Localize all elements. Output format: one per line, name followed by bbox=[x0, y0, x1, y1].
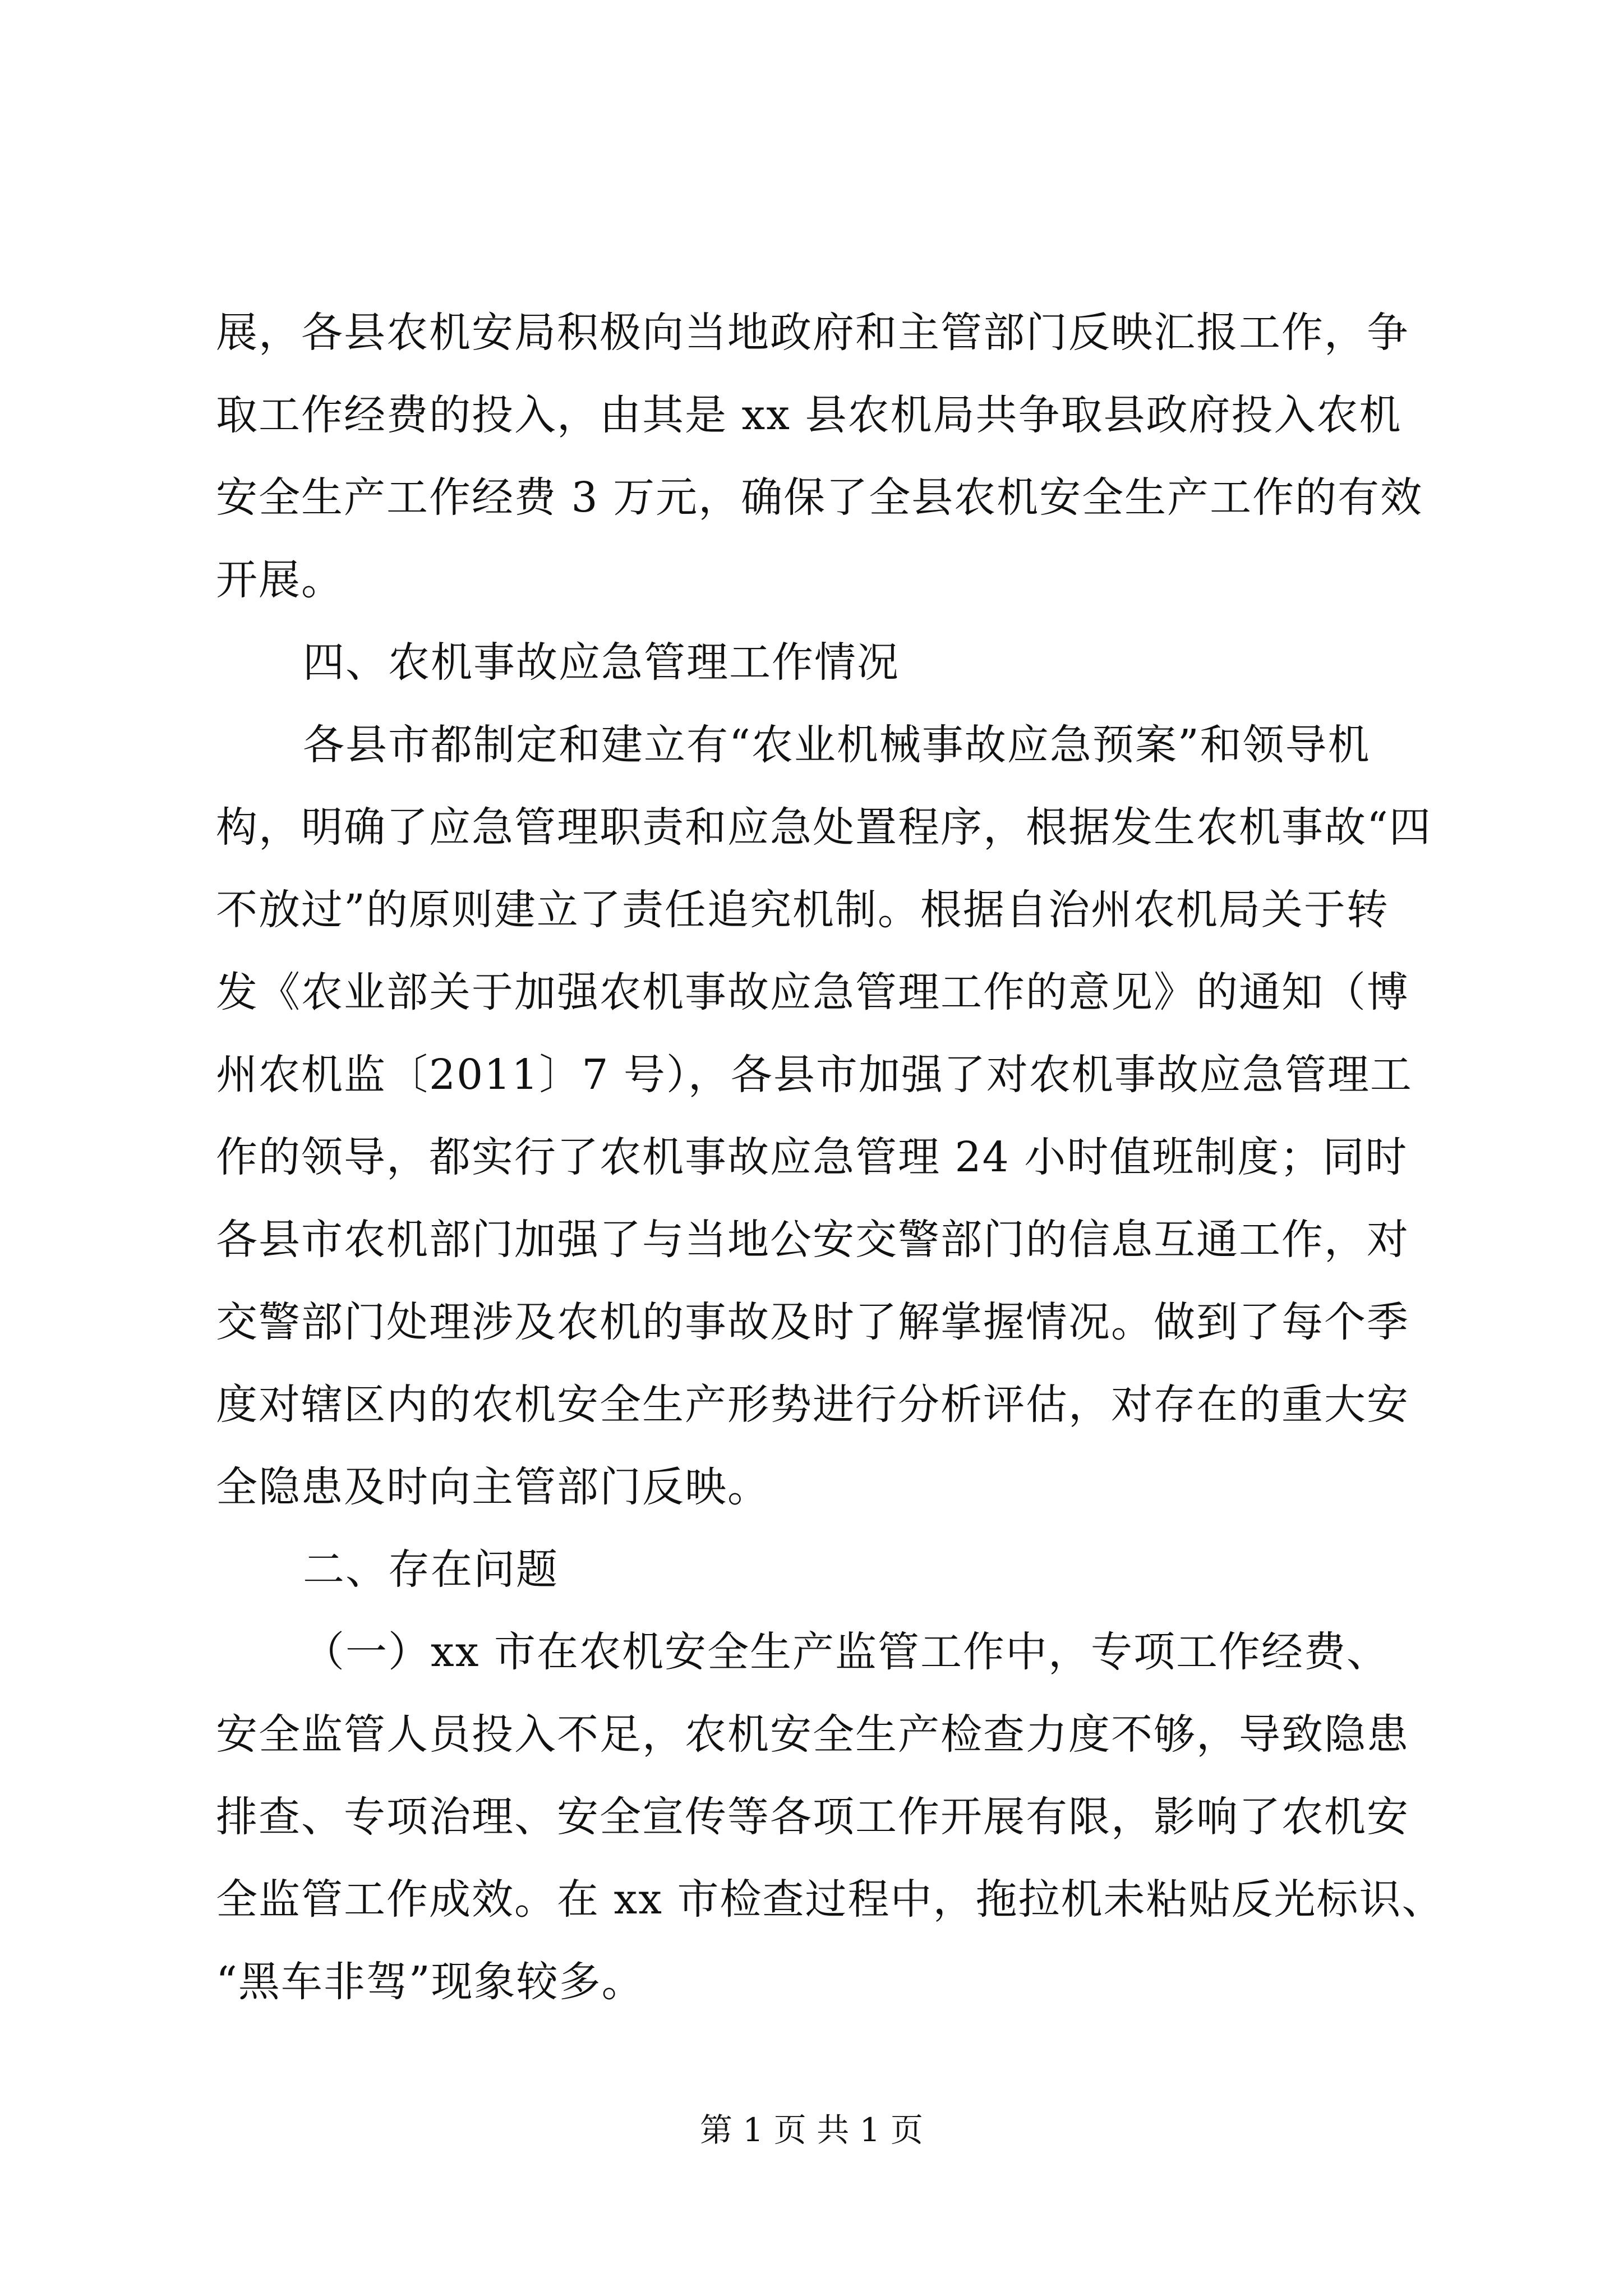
paragraph-line: 开展。 bbox=[216, 556, 344, 604]
paragraph-line: 州农机监〔2011〕7 号），各县市加强了对农机事故应急管理工 bbox=[216, 1051, 1413, 1099]
paragraph-line: 安全监管人员投入不足，农机安全生产检查力度不够，导致隐患 bbox=[216, 1710, 1409, 1759]
paragraph-line: （一）xx 市在农机安全生产监管工作中，专项工作经费、 bbox=[303, 1628, 1389, 1676]
paragraph-line: 各县市都制定和建立有“农业机械事故应急预案”和领导机 bbox=[303, 721, 1371, 769]
paragraph-line: 取工作经费的投入，由其是 xx 县农机局共争取县政府投入农机 bbox=[216, 391, 1402, 439]
paragraph-line: 作的领导，都实行了农机事故应急管理 24 小时值班制度；同时 bbox=[216, 1133, 1408, 1181]
paragraph-line: 发《农业部关于加强农机事故应急管理工作的意见》的通知（博 bbox=[216, 968, 1409, 1016]
section-heading: 四、农机事故应急管理工作情况 bbox=[303, 638, 900, 687]
paragraph-line: 不放过”的原则建立了责任追究机制。根据自治州农机局关于转 bbox=[216, 886, 1389, 934]
paragraph-line: 构，明确了应急管理职责和应急处置程序，根据发生农机事故“四 bbox=[216, 803, 1432, 852]
paragraph-line: “黑车非驾”现象较多。 bbox=[216, 1958, 644, 2006]
section-heading: 二、存在问题 bbox=[303, 1545, 559, 1594]
paragraph-line: 全监管工作成效。在 xx 市检查过程中，拖拉机未粘贴反光标识、 bbox=[216, 1875, 1445, 1924]
paragraph-line: 交警部门处理涉及农机的事故及时了解掌握情况。做到了每个季 bbox=[216, 1298, 1409, 1346]
paragraph-line: 排查、专项治理、安全宣传等各项工作开展有限，影响了农机安 bbox=[216, 1793, 1409, 1841]
paragraph-line: 度对辖区内的农机安全生产形势进行分析评估，对存在的重大安 bbox=[216, 1381, 1409, 1429]
paragraph-line: 安全生产工作经费 3 万元，确保了全县农机安全生产工作的有效 bbox=[216, 473, 1423, 522]
page-footer: 第 1 页 共 1 页 bbox=[700, 2111, 923, 2149]
paragraph-line: 各县市农机部门加强了与当地公安交警部门的信息互通工作，对 bbox=[216, 1216, 1409, 1264]
paragraph-line: 全隐患及时向主管部门反映。 bbox=[216, 1463, 770, 1511]
document-body bbox=[216, 292, 1445, 2023]
paragraph-line: 展，各县农机安局积极向当地政府和主管部门反映汇报工作，争 bbox=[216, 309, 1409, 357]
